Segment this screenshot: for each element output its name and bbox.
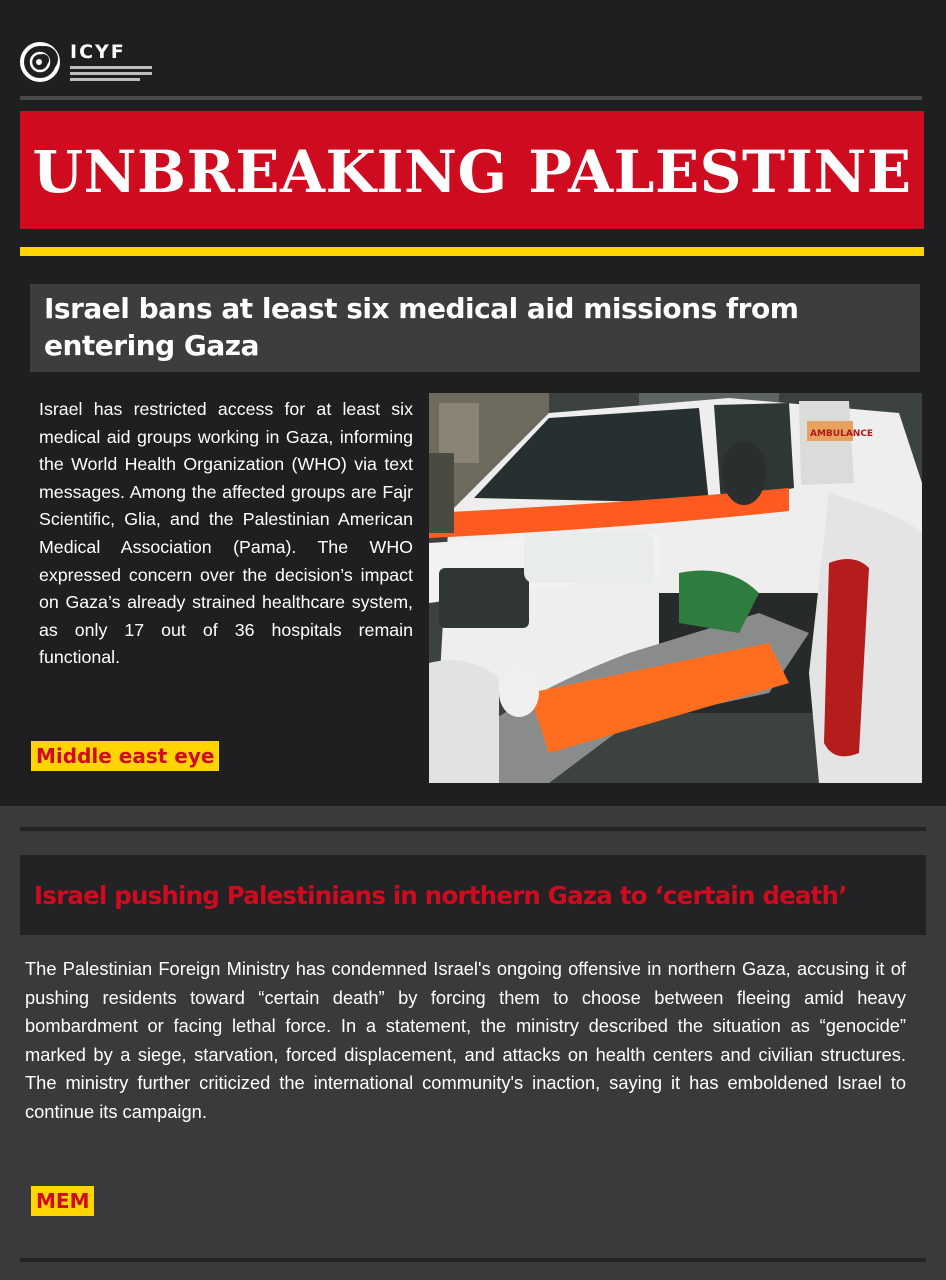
ambulance-label: AMBULANCE [810,429,874,439]
logo [18,38,138,86]
accent-bar [20,247,924,256]
divider [20,827,926,831]
article1-headline: Israel bans at least six medical aid missions from entering Gaza [30,284,920,372]
title-banner [20,111,924,229]
divider [20,1258,926,1262]
article1-photo [429,393,922,783]
crescent-logo-icon [18,38,66,86]
logo-name: ICYF [70,41,126,63]
logo-tagline-line [70,78,140,81]
article2-headline: Israel pushing Palestinians in northern Gaza to ‘certain death’ [20,855,926,935]
article1-source-badge: Middle east eye [31,741,219,771]
logo-tagline-line [70,66,152,69]
divider [20,96,922,100]
article1-body: Israel has restricted access for at least six medical aid groups working in Gaza, informing the World Health Organization (WHO) via text messages. Among the affected groups are Fajr Scientific, Glia, and the Palestinian American Medical Association (Pama). The WHO expressed concern over the decision’s impact on Gaza’s already strained healthcare system, as only 17 out of 36 hospitals remain functional. [39,399,413,668]
page-title: UNBREAKING PALESTINE [32,138,912,206]
ambulance-photo [429,393,922,783]
article2-source-badge: MEM [31,1186,94,1216]
logo-tagline-line [70,72,152,75]
article2-body: The Palestinian Foreign Ministry has condemned Israel's ongoing offensive in northern Gaza, accusing it of pushing residents toward “certain death” by forcing them to choose between fleeing amid heavy bombardment or facing lethal force. In a statement, the ministry described the situation as “genocide” marked by a siege, starvation, forced displacement, and attacks on health centers and civilian structures. The ministry further criticized the international community's inaction, saying it has emboldened Israel to continue its campaign. [25,958,906,1122]
